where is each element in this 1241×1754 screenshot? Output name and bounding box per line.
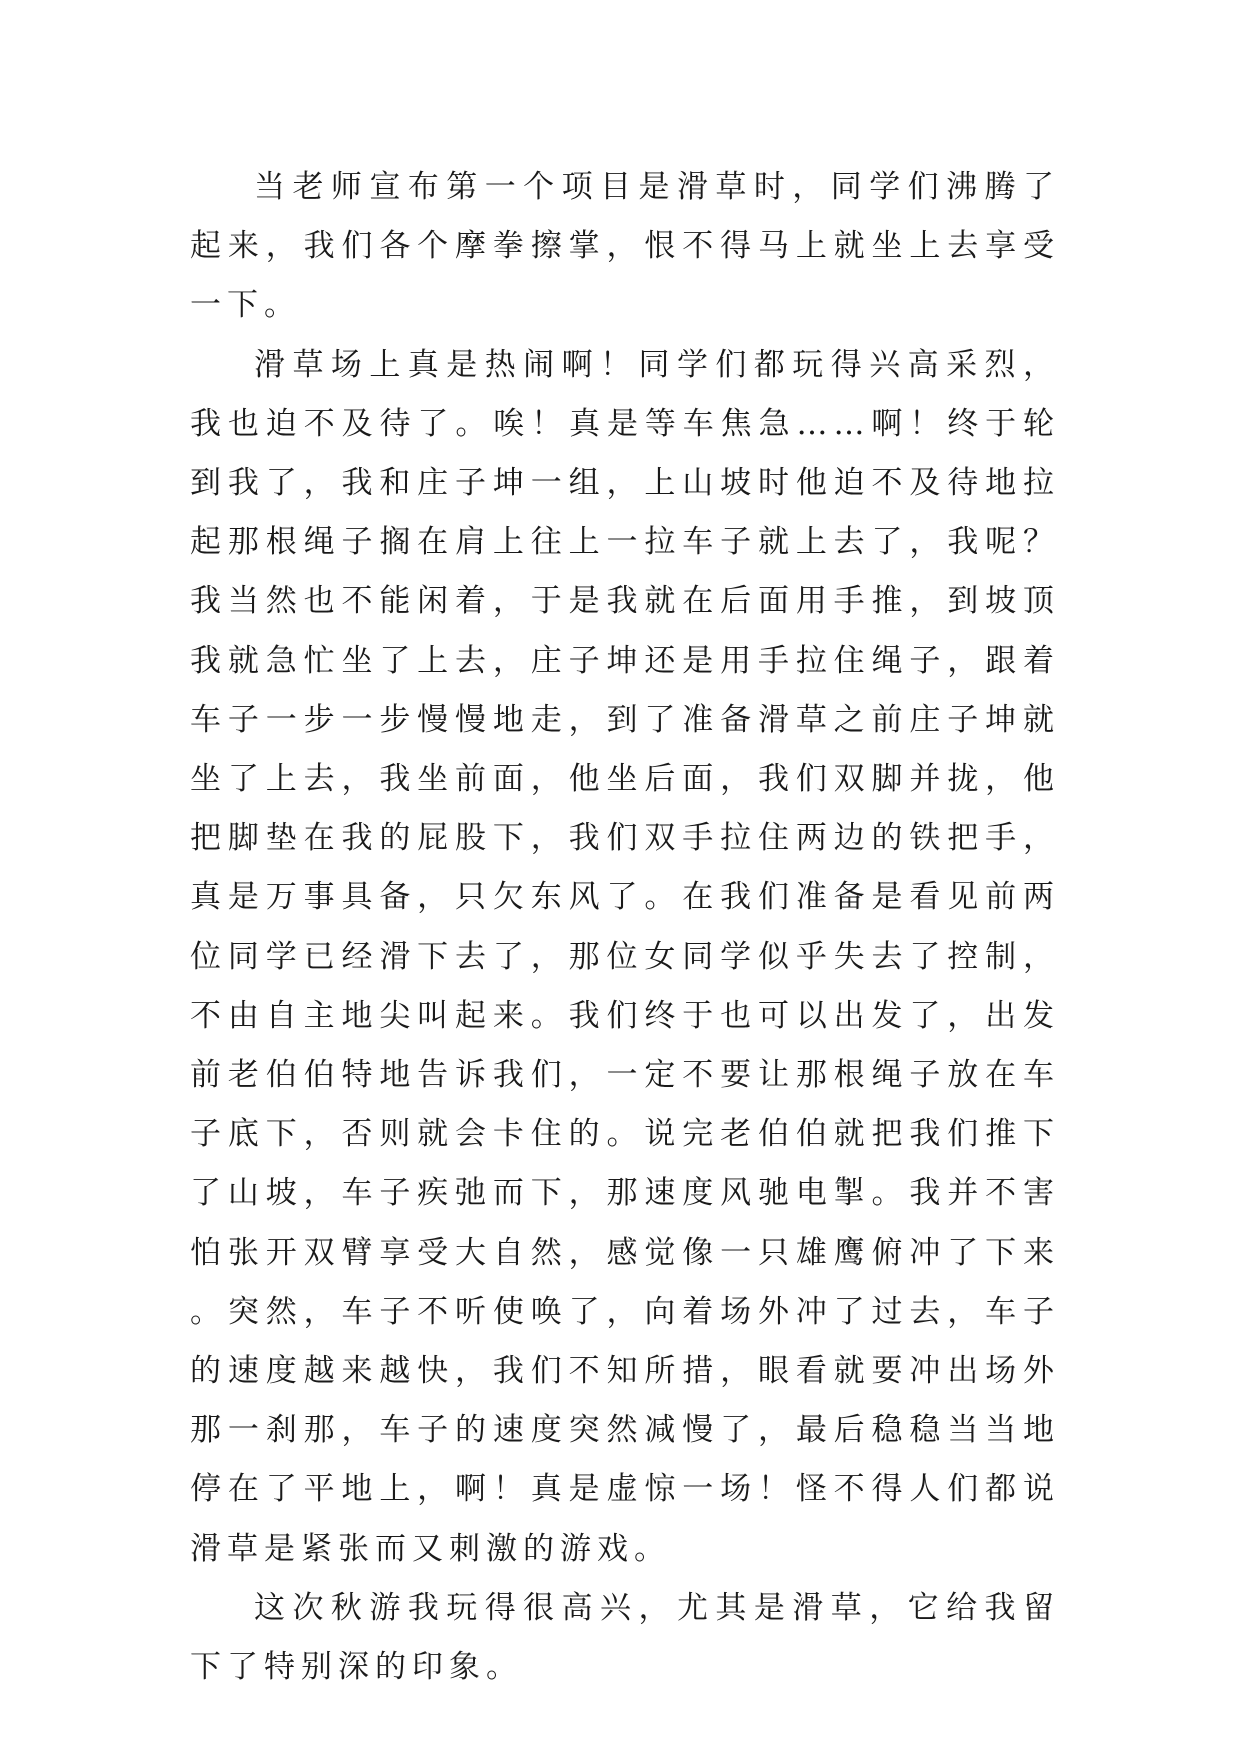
paragraph-3: 这次秋游我玩得很高兴，尤其是滑草，它给我留下了特别深的印象。 [190, 1589, 1060, 1686]
document-page [190, 158, 1060, 1697]
paragraph-2: 滑草场上真是热闹啊！同学们都玩得兴高采烈，我也迫不及待了。唉！真是等车焦急……啊！终于轮到我了，我和庄子坤一组，上山坡时他迫不及待地拉起那根绳子搁在肩上往上一拉车子就上去了，我呢？我当然也不能闲着，于是我就在后面用手推，到坡顶我就急忙坐了上去，庄子坤还是用手拉住绳子，跟着车子一步一步慢慢地走，到了准备滑草之前庄子坤就坐了上去，我坐前面，他坐后面，我们双脚并拢，他把脚垫在我的屁股下，我们双手拉住两边的铁把手，真是万事具备，只欠东风了。在我们准备是看见前两位同学已经滑下去了，那位女同学似乎失去了控制，不由自主地尖叫起来。我们终于也可以出发了，出发前老伯伯特地告诉我们，一定不要让那根绳子放在车子底下，否则就会卡住的。说完老伯伯就把我们推下了山坡，车子疾弛而下，那速度风驰电掣。我并不害怕张开双臂享受大自然，感觉像一只雄鹰俯冲了下来。突然，车子不听使唤了，向着场外冲了过去，车子的速度越来越快，我们不知所措，眼看就要冲出场外那一刹那，车子的速度突然减慢了，最后稳稳当当地停在了平地上，啊！真是虚惊一场！怪不得人们都说滑草是紧张而又刺激的游戏。 [190, 346, 1060, 1567]
paragraph-1: 当老师宣布第一个项目是滑草时，同学们沸腾了起来，我们各个摩拳擦掌，恨不得马上就坐上去享受一下。 [190, 169, 1060, 324]
